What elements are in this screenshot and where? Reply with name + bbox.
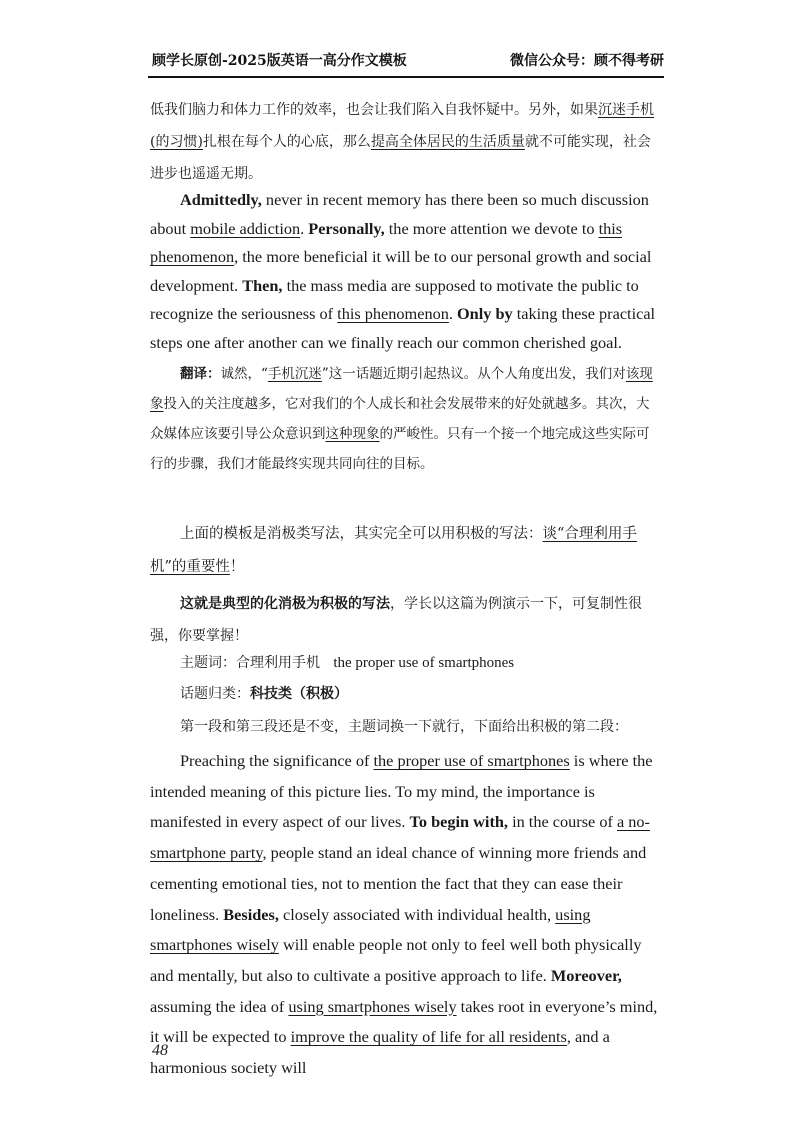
- underlined-phrase: 手机沉迷: [267, 366, 322, 382]
- text: ”这一话题近期引起热议。从个人角度出发，我们对: [321, 366, 626, 382]
- text: 低我们脑力和体力工作的效率，也会让我们陷入自我怀疑中。另外，如果: [150, 102, 598, 118]
- text: , the more beneficial it will be to our personal growth and social development.: [150, 247, 652, 295]
- underlined-phrase: 沉迷手机(的习惯): [150, 102, 654, 150]
- text: .: [300, 218, 309, 238]
- underlined-phrase: 该现象: [150, 366, 653, 412]
- underlined-phrase: 提高全体居民的生活质量: [370, 134, 525, 150]
- bold-connector: Admittedly,: [180, 190, 262, 209]
- text: , and a harmonious society will: [150, 1027, 610, 1078]
- bold-connector: Moreover,: [550, 965, 622, 985]
- tip-paragraph: [150, 588, 662, 652]
- text: ，学长以这篇为例演示一下，可复制性很强，你要掌握！: [150, 596, 642, 644]
- text: in the course of: [508, 812, 617, 832]
- text: closely associated with individual health,: [278, 904, 556, 924]
- underlined-phrase: 谈“合理利用手机”的重要性: [150, 526, 637, 575]
- page-header: [152, 50, 664, 70]
- text: 就不可能实现，社会进步也遥遥无期。: [150, 134, 651, 182]
- note-paragraph: [150, 518, 662, 584]
- text: 的严峻性。只有一个接一个地完成这些实际可行的步骤，我们才能最终实现共同向往的目标。: [150, 426, 650, 472]
- underlined-phrase: improve the quality of life for all residents: [290, 1027, 567, 1047]
- topic-line: [180, 683, 348, 703]
- bold-connector: Only by: [457, 304, 513, 324]
- text: never in recent memory has there been so much discussion about: [150, 190, 649, 238]
- bold-connector: Personally,: [308, 218, 385, 238]
- underlined-phrase: using smartphones wisely: [150, 904, 591, 955]
- page-number: 48: [152, 1042, 168, 1059]
- translation-paragraph: [150, 359, 662, 479]
- topic-value: 科技类（积极）: [250, 686, 348, 702]
- text: takes root in everyone’s mind, it will be expected to: [150, 996, 658, 1047]
- keyword-line: [180, 652, 514, 672]
- header-title: 顾学长原创-2025版英语一高分作文模板: [152, 53, 407, 69]
- bold-phrase: 这就是典型的化消极为积极的写法: [180, 596, 390, 612]
- header-rule: [148, 76, 664, 78]
- bold-connector: To begin with,: [409, 812, 508, 832]
- underlined-phrase: this phenomenon: [337, 304, 449, 324]
- english-paragraph-positive: [150, 746, 662, 1084]
- bold-connector: Besides,: [223, 904, 279, 924]
- keyword-label: 主题词：合理利用手机: [180, 655, 320, 671]
- text: is where the intended meaning of this picture lies. To my mind, the importance is manifested in every aspect of our lives.: [150, 751, 653, 832]
- text: , people stand an ideal chance of winning more friends and cementing emotional ties, not to mention the fact that they can ease their loneliness.: [150, 843, 647, 924]
- text: taking these practical steps one after another can we finally reach our common cherished goal.: [150, 304, 656, 352]
- text: Preaching the significance of: [180, 751, 374, 770]
- chinese-paragraph-continued: [150, 94, 662, 190]
- keyword-english: the proper use of smartphones: [333, 655, 515, 671]
- underlined-phrase: using smartphones wisely: [288, 996, 457, 1016]
- underlined-phrase: mobile addiction: [190, 218, 301, 238]
- text: assuming the idea of: [150, 996, 289, 1016]
- topic-label: 话题归类：: [180, 686, 250, 702]
- text: 投入的关注度越多，它对我们的个人成长和社会发展带来的好处就越多。其次，大众媒体应该要引导公众意识到: [150, 396, 650, 442]
- english-paragraph-template: [150, 186, 662, 358]
- underlined-phrase: this phenomenon: [150, 218, 623, 267]
- underlined-phrase: the proper use of smartphones: [373, 751, 570, 770]
- underlined-phrase: 这种现象: [325, 426, 380, 442]
- bold-connector: Then,: [242, 275, 283, 295]
- text: .: [448, 304, 458, 324]
- translation-label: 翻译：: [180, 366, 221, 382]
- text: the more attention we devote to: [384, 218, 599, 238]
- instruction-line: 第一段和第三段还是不变，主题词换一下就行，下面给出积极的第二段：: [180, 719, 628, 735]
- header-wechat: 微信公众号：顾不得考研: [510, 53, 664, 69]
- text: 上面的模板是消极类写法，其实完全可以用积极的写法：: [180, 526, 543, 542]
- text: will enable people not only to feel well both physically and mentally, but also to cultivate a positive approach to life.: [150, 935, 642, 985]
- underlined-phrase: a no-smartphone party: [150, 812, 650, 863]
- text: ！: [229, 559, 245, 575]
- text: 诚然，“: [220, 366, 268, 382]
- text: 扎根在每个人的心底，那么: [202, 134, 371, 150]
- text: the mass media are supposed to motivate the public to recognize the seriousness of: [150, 275, 639, 324]
